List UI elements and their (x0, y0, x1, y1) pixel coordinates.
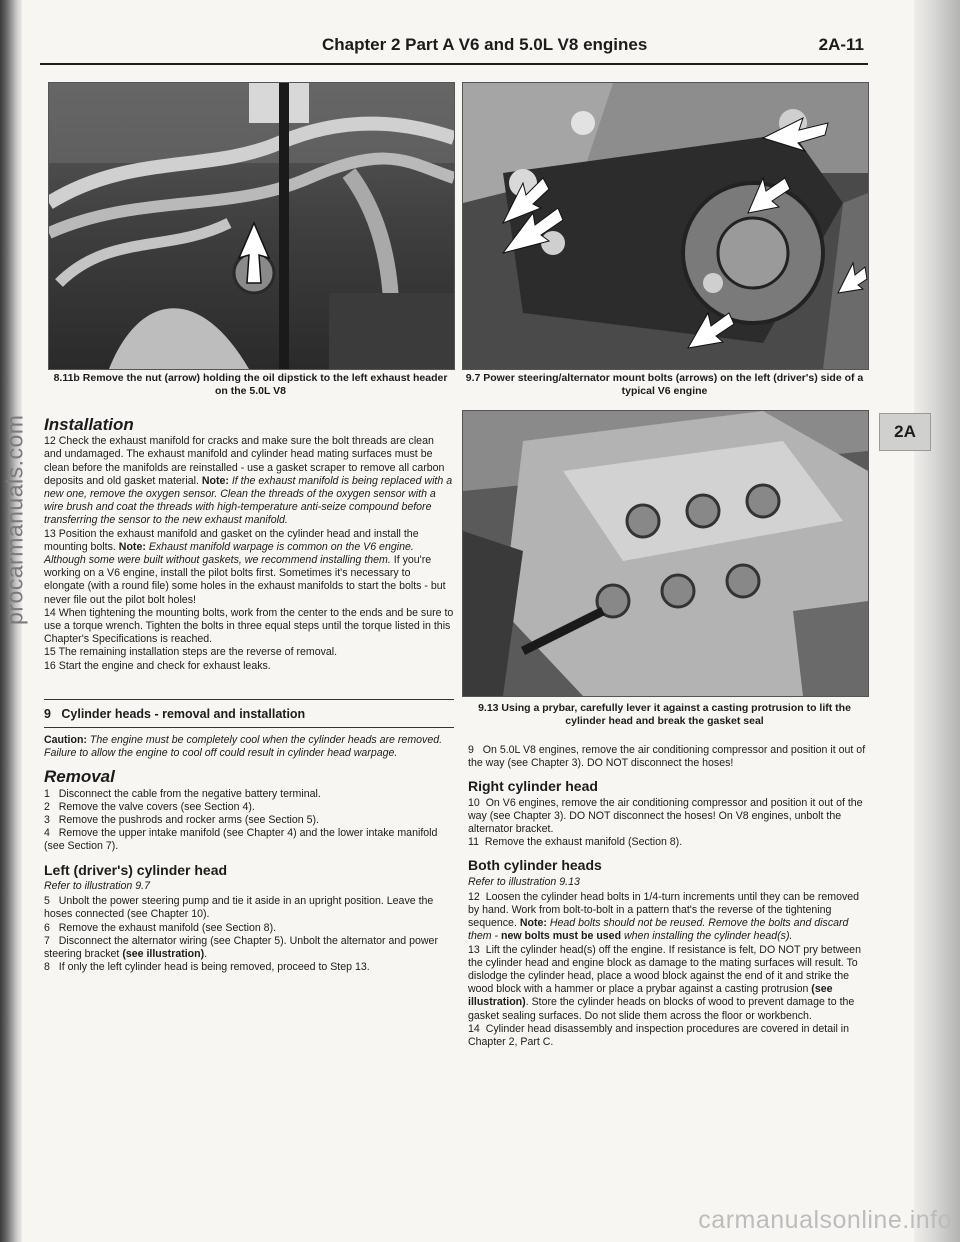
page-header (40, 33, 868, 65)
step-4: 4 Remove the upper intake manifold (see Chapter 4) and the lower intake manifold (see Section 7). (44, 827, 438, 853)
paragraph-12: 12 Check the exhaust manifold for cracks and make sure the bolt threads are clean and undamaged. The exhaust manifold and cylinder head mating surfaces must be clean before the manifolds are reinstalled - use a gasket scraper to remove all carbon deposits and old gasket material. Note: If the exhaust manifold is being replaced with a new one, remove the oxygen sensor. Clean the threads of the oxygen sensor with a wire brush and coat the threads with high-temperature anti-seize compound before transferring the sensor to the new exhaust manifold. (44, 435, 453, 527)
paragraph-13: 13 Position the exhaust manifold and gasket on the cylinder head and install the mounting bolts. Note: Exhaust manifold warpage is common on the V6 engine. Although some were built without gaskets, we recommend installing them. If you're working on a V6 engine, install the pilot bolts first. Sometimes it's necessary to elongate (with a round file) some holes in the exhaust manifolds to start the bolts - but never file out the pilot bolt holes! (44, 527, 446, 606)
paragraph-10: 10 On V6 engines, remove the air conditioning compressor and position it out of the way (see Chapter 3). DO NOT disconnect the hoses! On V8 engines, unbolt the alternator bracket. (468, 796, 863, 836)
bottom-watermark: carmanualsonline.info (698, 1206, 952, 1234)
both-heads-reference: Refer to illustration 9.13 (468, 875, 580, 888)
step-2: 2 Remove the valve covers (see Section 4). (44, 800, 255, 813)
installation-heading: Installation (44, 415, 134, 434)
photo-prybar-cylinder-head (462, 410, 869, 697)
left-head-reference: Refer to illustration 9.7 (44, 879, 150, 892)
step-7: 7 Disconnect the alternator wiring (see Chapter 5). Unbolt the alternator and power steering bracket (see illustration). (44, 934, 438, 960)
paragraph-11: 11 Remove the exhaust manifold (Section 8). (468, 836, 683, 849)
paragraph-9: 9 On 5.0L V8 engines, remove the air conditioning compressor and position it out of the way (see Chapter 3). DO NOT disconnect the hoses! (468, 744, 866, 770)
figure-caption-3: 9.13 Using a prybar, carefully lever it against a casting protrusion to lift the cylinder head and break the gasket seal (478, 702, 851, 727)
chapter-title: Chapter 2 Part A V6 and 5.0L V8 engines (322, 35, 648, 54)
step-6: 6 Remove the exhaust manifold (see Section 8). (44, 921, 277, 934)
left-text-column (44, 408, 454, 974)
both-heads-heading: Both cylinder heads (468, 857, 602, 874)
page-edge-shadow (914, 0, 960, 1242)
paragraph-16: 16 Start the engine and check for exhaust leaks. (44, 659, 271, 672)
photo-alternator-bracket (462, 82, 869, 370)
step-8: 8 If only the left cylinder head is being removed, proceed to Step 13. (44, 961, 370, 974)
caution-note: Caution: The engine must be completely cool when the cylinder heads are removed. Failure to allow the engine to cool off could result in cylinder head warpage. (44, 734, 443, 760)
section-rule-top (44, 699, 454, 700)
left-head-heading: Left (driver's) cylinder head (44, 861, 228, 878)
removal-heading: Removal (44, 767, 115, 787)
engine-photo-3 (463, 411, 868, 696)
photo-oil-dipstick (48, 82, 455, 370)
paragraph-14-right: 14 Cylinder head disassembly and inspection procedures are covered in detail in Chapter 2, Part C. (468, 1022, 850, 1049)
paragraph-15: 15 The remaining installation steps are the reverse of removal. (44, 646, 338, 659)
page-number: 2A-11 (818, 35, 864, 54)
step-3: 3 Remove the pushrods and rocker arms (see Section 5). (44, 814, 320, 827)
figure-caption-1: 8.11b Remove the nut (arrow) holding the oil dipstick to the left exhaust header on the 5.0L V8 (53, 372, 448, 397)
section-9-heading: 9 Cylinder heads - removal and installation (44, 706, 306, 721)
side-watermark: procarmanuals.com (1, 414, 28, 626)
step-5: 5 Unbolt the power steering pump and tie it aside in an upright position. Leave the hoses connected (see Chapter 10). (44, 895, 434, 921)
right-head-heading: Right cylinder head (468, 778, 598, 795)
step-1: 1 Disconnect the cable from the negative battery terminal. (44, 787, 321, 800)
paragraph-14: 14 When tightening the mounting bolts, work from the center to the ends and be sure to use a torque wrench. Tighten the bolts in three equal steps until the torque listed in this Chapter's Specifications is reached. (44, 606, 454, 646)
engine-photo-1 (49, 83, 454, 369)
engine-photo-2 (463, 83, 868, 369)
right-text-column (468, 744, 866, 1049)
figure-caption-2: 9.7 Power steering/alternator mount bolts (arrows) on the left (driver's) side of a typical V6 engine (465, 372, 864, 397)
section-tab: 2A (879, 413, 931, 451)
paragraph-12-right: 12 Loosen the cylinder head bolts in 1/4-turn increments until they can be removed by hand. Work from bolt-to-bolt in a pattern that's the reverse of the tightening sequence. Note: Head bolts should not be reused. Remove the bolts and discard them - new bolts must be used when installing the cylinder head(s). (468, 890, 860, 943)
paragraph-13-right: 13 Lift the cylinder head(s) off the engine. If resistance is felt, DO NOT pry between the cylinder head and engine block as damage to the mating surfaces will result. To dislodge the cylinder head, place a wood block against the end of it and strike the wood block with a hammer or place a prybar against a casting protrusion (see illustration). Store the cylinder heads on blocks of wood to prevent damage to the gasket sealing surfaces. Do not slide them across the floor or workbench. (468, 943, 861, 1022)
section-rule-bottom (44, 727, 454, 728)
